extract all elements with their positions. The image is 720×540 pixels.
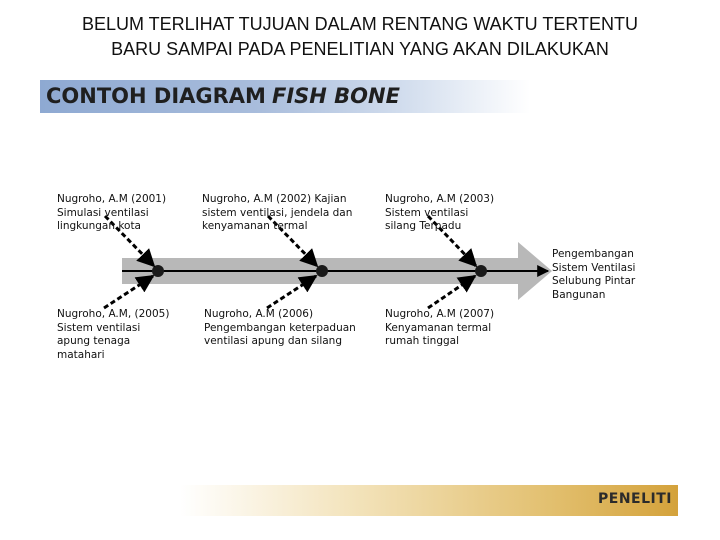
cause-bottom-2: Nugroho, A.M (2006) Pengembangan keterpaduan ventilasi apung dan silang	[204, 308, 356, 347]
junction-dot-1	[152, 265, 164, 277]
cause-bottom-1: Nugroho, A.M, (2005) Sistem ventilasi apung tenaga matahari	[57, 308, 170, 361]
footer-label: PENELITI	[598, 491, 672, 507]
banner-heading-emphasis: FISH BONE	[271, 84, 400, 108]
banner-heading-main: CONTOH DIAGRAM	[46, 84, 266, 108]
cause-bottom-3: Nugroho, A.M (2007) Kenyamanan termal rumah tinggal	[385, 308, 495, 347]
slide-title-line-2: BARU SAMPAI PADA PENELITIAN YANG AKAN DILAKUKAN	[111, 39, 609, 59]
cause-top-2: Nugroho, A.M (2002) Kajian sistem ventilasi, jendela dan kenyamanan termal	[202, 193, 353, 232]
slide-title-line-1: BELUM TERLIHAT TUJUAN DALAM RENTANG WAKTU TERTENTU	[81, 14, 639, 34]
junction-dot-3	[475, 265, 487, 277]
cause-top-1: Nugroho, A.M (2001) Simulasi ventilasi lingkungan kota	[57, 193, 167, 232]
junction-dot-2	[316, 265, 328, 277]
cause-top-3: Nugroho, A.M (2003) Sistem ventilasi silang Terpadu	[385, 193, 495, 232]
fishbone-head-effect: Pengembangan Sistem Ventilasi Selubung Pintar Bangunan	[552, 248, 636, 301]
